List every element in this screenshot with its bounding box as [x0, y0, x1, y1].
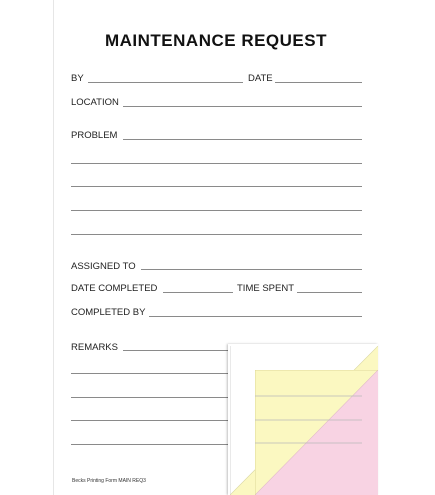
carbon-copy-pink: [255, 370, 378, 495]
by-label: BY: [71, 73, 84, 84]
problem-field-line-2[interactable]: [71, 163, 362, 164]
date-completed-label: DATE COMPLETED: [71, 283, 158, 294]
time-spent-field[interactable]: [297, 292, 362, 293]
location-field[interactable]: [123, 106, 362, 107]
problem-label: PROBLEM: [71, 130, 118, 141]
assigned-to-label: ASSIGNED TO: [71, 261, 136, 272]
time-spent-label: TIME SPENT: [237, 283, 295, 294]
location-label: LOCATION: [71, 97, 119, 108]
completed-by-field[interactable]: [149, 316, 362, 317]
date-field[interactable]: [275, 82, 362, 83]
problem-field-line-5[interactable]: [71, 234, 362, 235]
date-label: DATE: [248, 73, 273, 84]
problem-field-line-1[interactable]: [123, 139, 362, 140]
assigned-to-field[interactable]: [141, 269, 362, 270]
form-title: MAINTENANCE REQUEST: [104, 31, 327, 50]
problem-field-line-4[interactable]: [71, 210, 362, 211]
problem-field-line-3[interactable]: [71, 186, 362, 187]
remarks-label: REMARKS: [71, 342, 118, 353]
form-footer: Becks Printing Form MAIN REQ3: [72, 478, 146, 484]
date-completed-field[interactable]: [163, 292, 233, 293]
by-field[interactable]: [88, 82, 243, 83]
completed-by-label: COMPLETED BY: [71, 307, 146, 318]
